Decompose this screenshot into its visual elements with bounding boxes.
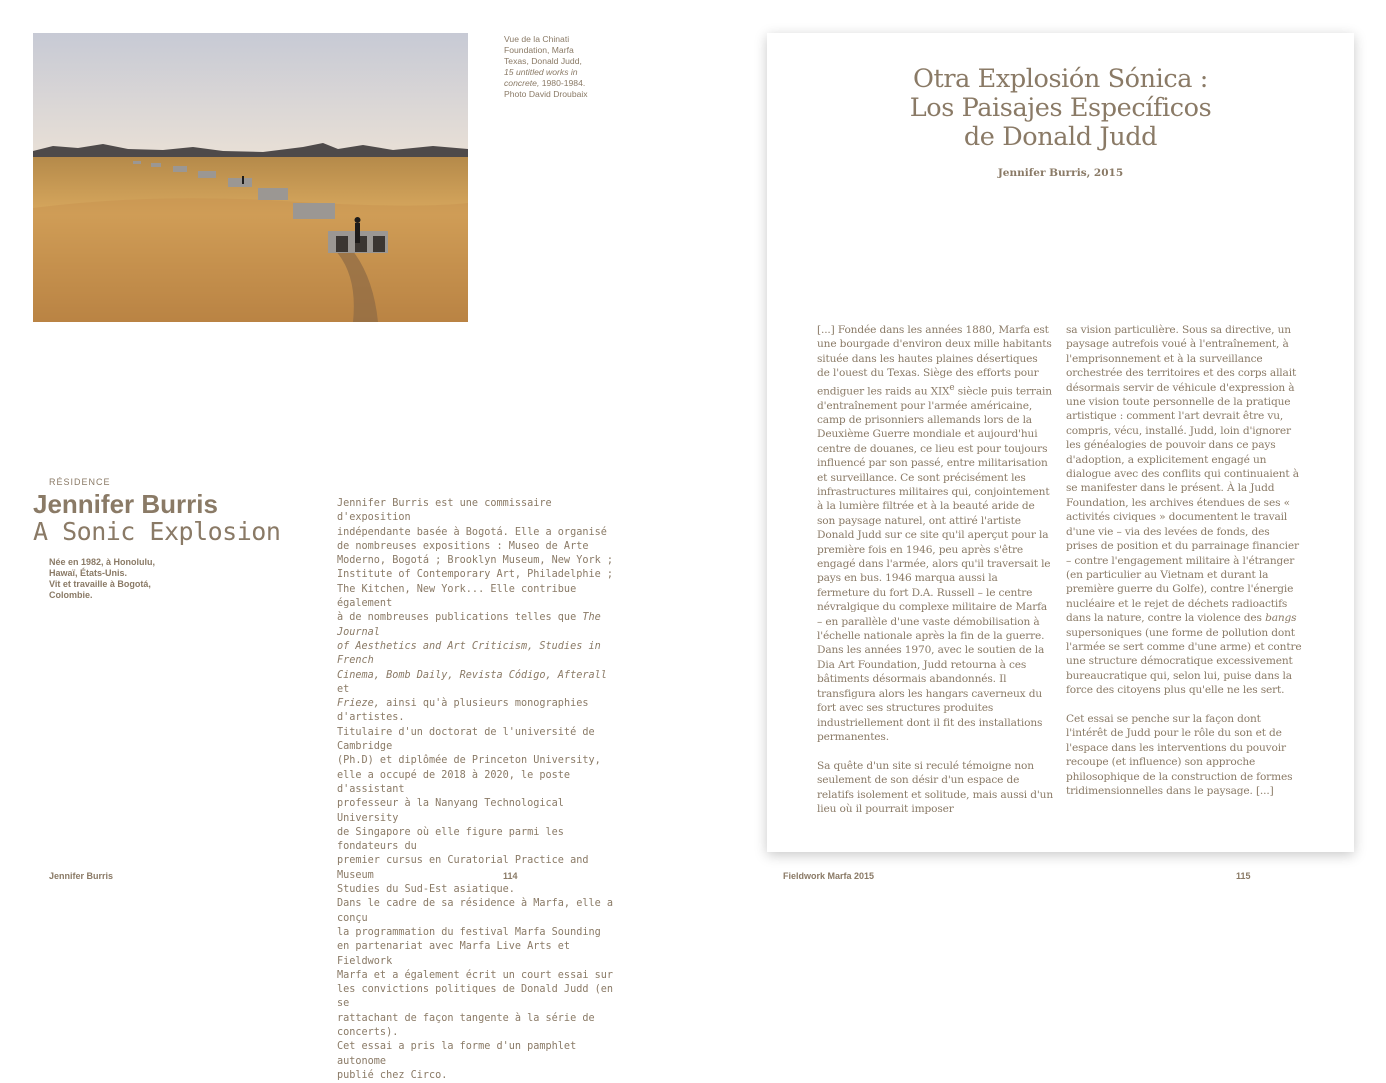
caption-line: Texas, Donald Judd, (504, 56, 582, 66)
essay-paragraph: Cet essai se penche sur la façon dont l'intérêt de Judd pour le rôle du son et de l'espace dans les interventions du pouvoir recoupe (et influence) son approche philosophique de la construction de formes tridimensionnelles dans le paysage. [...] (1066, 712, 1293, 797)
bio-line: professeur à la Nanyang Technological University (337, 798, 564, 824)
landscape-image (33, 33, 468, 322)
essay-title-line: de Donald Judd (963, 122, 1158, 152)
essay-title (767, 65, 1354, 152)
author-bio-line: Née en 1982, à Honolulu, (49, 557, 156, 567)
chinati-photo (33, 33, 468, 322)
essay-paragraph (1066, 323, 1304, 698)
publication-titles: Cinema, Bomb Daily, Revista Código, Afterall (337, 669, 607, 681)
century-superscript: e (949, 382, 955, 393)
caption-line: Vue de la Chinati (504, 34, 570, 44)
bio-line (337, 697, 625, 726)
bio-line: indépendante basée à Bogotá. Elle a organisé (337, 526, 607, 538)
journal-title: The Journal (337, 612, 601, 638)
bio-line: publié chez Circo. (337, 1069, 448, 1081)
emphasized-word: bangs (1265, 612, 1297, 625)
bio-line: (Ph.D) et diplômée de Princeton University, (337, 755, 601, 767)
bio-line: Moderno, Bogotá ; Brooklyn Museum, New York ; (337, 555, 614, 567)
bio-line: Institute of Contemporary Art, Philadelphie ; (337, 569, 614, 581)
paragraph-text: siècle puis terrain d'entraînement pour l'armée américaine, camp de prisonniers allemands lors de la Deuxième Guerre mondiale et aujourd'hui centre de douanes, ce lieu est pour toujours influencé par son passé, entre militarisation et surveillance. Ce sont précisément les infrastructures militaires qui, conjointement à la lumière filtrée et à la beauté aride de son paysage naturel, ont attiré l'artiste Donald Judd sur ce site qu'il aperçut pour la première fois en 1946, peu après s'être engagé dans l'armée, alors qu'il traversait le pays en bus. 1946 marqua aussi la fermeture du fort D.A. Russell – le centre névralgique du complexe militaire de Marfa – en parallèle d'une vaste démobilisation à l'échelle nationale après la fin de la guerre. Dans les années 1970, avec le soutien de la Dia Art Foundation, Judd retourna à ces bâtiments désormais abandonnés. Il transfigura alors les hangars caverneux du fort avec ses structures produites industriellement dont il fit des installations permanentes. (817, 385, 1052, 743)
bio-line (337, 640, 625, 669)
publication-title: Frieze, (337, 698, 380, 710)
paragraph-text: supersoniques (une forme de pollution dont l'armée se sert comme d'une arme) et contre une structure démocratique excessivement bureaucratique qui, selon lui, puise dans la force des citoyens plus qu'elle ne les sert. (1066, 626, 1302, 697)
essay-column-2 (1066, 323, 1304, 798)
section-label: RÉSIDENCE (49, 477, 111, 487)
page-number-left: 114 (503, 871, 518, 881)
caption-line (504, 78, 614, 89)
author-subtitle: A Sonic Explosion (33, 517, 281, 546)
essay-paragraph (817, 323, 1053, 744)
footer-author: Jennifer Burris (49, 871, 114, 881)
publication-titles: of Aesthetics and Art Criticism, Studies in French (337, 640, 601, 667)
bio-line: en partenariat avec Marfa Live Arts et Fieldwork (337, 941, 571, 967)
bio-line: rattachant de façon tangente à la série de concerts). (337, 1012, 595, 1038)
page-number-right: 115 (1236, 871, 1251, 881)
bio-line-text: ainsi qu'à plusieurs monographies d'artistes. (337, 698, 589, 724)
bio-line-text: à de nombreuses publications telles que (337, 612, 583, 624)
caption-work-title: 15 untitled works in (504, 67, 578, 77)
photo-caption (504, 34, 614, 100)
biography-text (337, 497, 625, 1083)
bio-line: Marfa et a également écrit un court essai sur (337, 969, 614, 981)
bio-line: Studies du Sud-Est asiatique. (337, 884, 515, 896)
bio-line: The Kitchen, New York... Elle contribue également (337, 583, 577, 610)
author-bio-line: Hawaï, États-Unis. (49, 568, 128, 578)
bio-line-text: et (337, 683, 350, 695)
essay-title-line: Otra Explosión Sónica : (913, 64, 1208, 94)
bio-line: premier cursus en Curatorial Practice and Museum (337, 855, 589, 881)
footer-publication: Fieldwork Marfa 2015 (783, 871, 875, 881)
essay-author: Jennifer Burris, 2015 (997, 167, 1124, 179)
author-name: Jennifer Burris (33, 489, 218, 519)
author-bio-line: Vit et travaille à Bogotá, (49, 579, 151, 589)
caption-work-title-end: concrete, (504, 78, 540, 88)
bio-line: la programmation du festival Marfa Sounding (337, 926, 601, 938)
caption-line: Photo David Droubaix (504, 89, 588, 99)
bio-line: elle a occupé de 2018 à 2020, le poste d'assistant (337, 769, 571, 795)
bio-line: Dans le cadre de sa résidence à Marfa, elle a conçu (337, 898, 614, 924)
caption-line: Foundation, Marfa (504, 45, 574, 55)
essay-card (767, 33, 1354, 852)
author-bio (49, 557, 179, 601)
paragraph-text: sa vision particulière. Sous sa directive, un paysage autrefois voué à l'entraînement, à l'emprisonnement et à la surveillance orchestrée des territoires et des corps allait désormais servir de véhicule d'expression à une vision toute personnelle de la pratique artistique : comment l'art devrait être vu, compris, vécu, installé. Judd, loin d'ignorer les généalogies de pouvoir dans ce pays d'adoption, a explicitement engagé un dialogue avec des conflits qui continuaient à se manifester dans le présent. À la Judd Foundation, les archives étendues de ses « activités civiques » documentent le travail d'une vie – via des levées de fonds, des prises de position et du parrainage financier – contre l'engagement militaire à l'étranger (en particulier au Vietnam et durant la première guerre du Golfe), contre l'énergie nucléaire et le rejet de déchets radioactifs dans la nature, contre la violence des (1066, 324, 1299, 625)
paragraph-text: [...] Fondée dans les années 1880, Marfa est une bourgade d'environ deux mille habitants située dans les hautes plaines désertiques de l'ouest du Texas. Siège des efforts pour endiguer les raids au XIX (817, 324, 1052, 398)
essay-column-1 (817, 323, 1053, 816)
essay-title-line: Los Paisajes Específicos (909, 93, 1212, 123)
bio-line: Jennifer Burris est une commissaire d'exposition (337, 498, 552, 524)
essay-paragraph: Sa quête d'un site si reculé témoigne non seulement de son désir d'un espace de relatifs isolement et solitude, mais aussi d'un lieu où il pourrait imposer (817, 759, 1053, 815)
bio-line (337, 669, 625, 698)
author-bio-line: Colombie. (49, 590, 93, 600)
bio-line: Cet essai a pris la forme d'un pamphlet autonome (337, 1041, 577, 1067)
caption-dates: 1980-1984. (539, 78, 586, 88)
bio-line: Titulaire d'un doctorat de l'université de Cambridge (337, 726, 595, 753)
bio-line: de Singapore où elle figure parmi les fondateurs du (337, 826, 564, 853)
bio-line: les convictions politiques de Donald Judd (en se (337, 984, 614, 1010)
caption-line (504, 67, 614, 78)
bio-line (337, 611, 625, 640)
bio-line: de nombreuses expositions : Museo de Arte (337, 540, 589, 552)
